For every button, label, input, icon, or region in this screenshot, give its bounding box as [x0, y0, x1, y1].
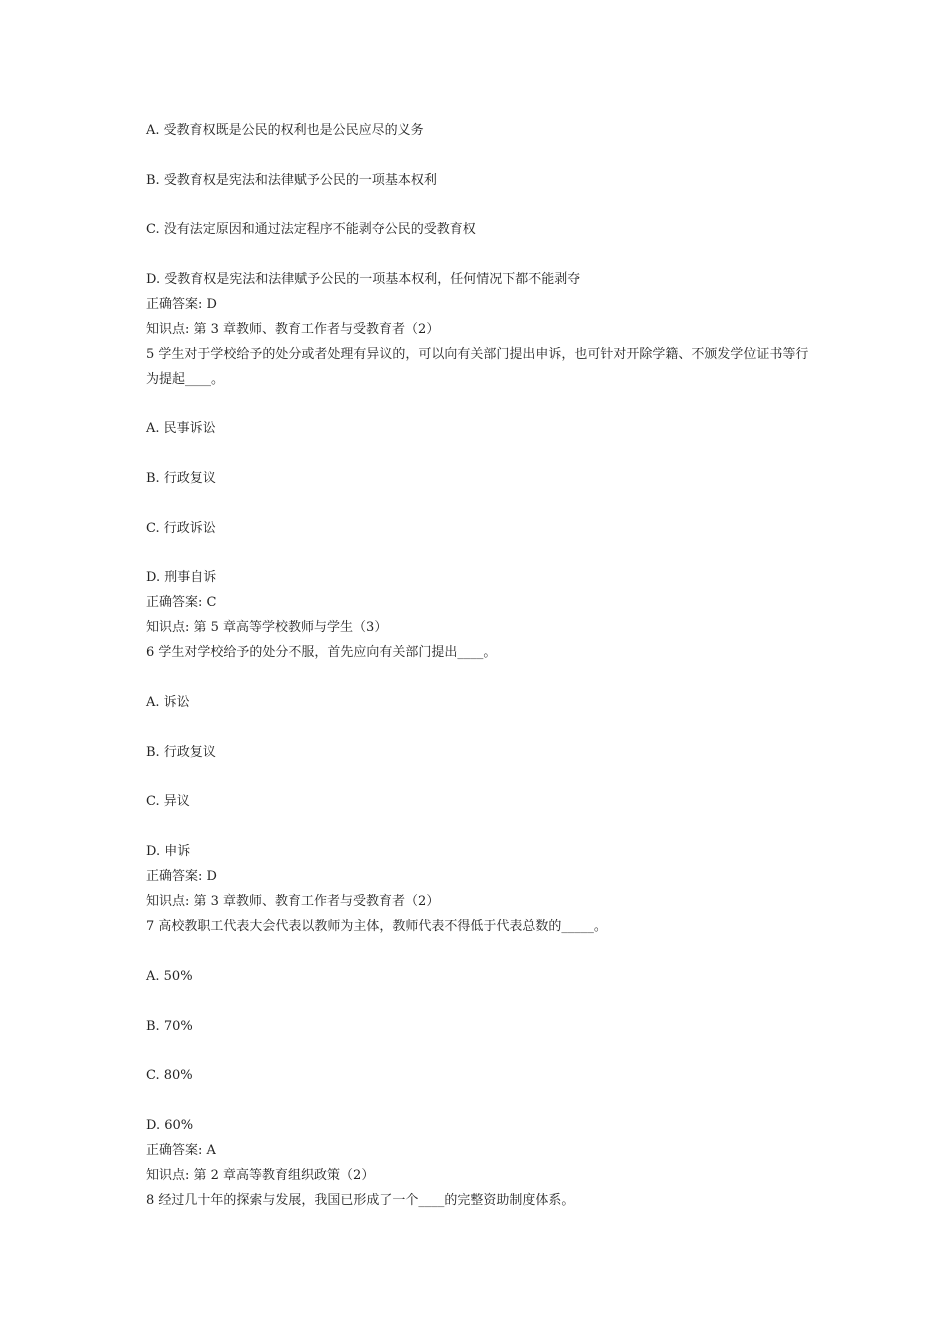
q5-option-d: D. 刑事自诉: [146, 570, 217, 585]
q4-option-b: B. 受教育权是宪法和法律赋予公民的一项基本权利: [146, 173, 437, 188]
q6-option-a: A. 诉讼: [146, 695, 190, 710]
q7-option-b: B. 70%: [146, 1019, 193, 1034]
q6-answer: 正确答案: D: [146, 869, 217, 884]
q6-question: 6 学生对学校给予的处分不服，首先应向有关部门提出____。: [146, 645, 497, 660]
q5-option-c: C. 行政诉讼: [146, 521, 216, 536]
q5-knowledge-point: 知识点: 第 5 章高等学校教师与学生（3）: [146, 620, 388, 635]
q5-question: 5 学生对于学校给予的处分或者处理有异议的，可以向有关部门提出申诉，也可针对开除学籍、不颁发学位证书等行为提起____。: [146, 347, 809, 387]
q5-option-b: B. 行政复议: [146, 471, 216, 486]
q6-option-b: B. 行政复议: [146, 745, 216, 760]
q8-question: 8 经过几十年的探索与发展，我国已形成了一个____的完整资助制度体系。: [146, 1193, 575, 1208]
q7-option-d: D. 60%: [146, 1118, 194, 1133]
q6-knowledge-point: 知识点: 第 3 章教师、教育工作者与受教育者（2）: [146, 894, 440, 909]
q7-answer: 正确答案: A: [146, 1143, 216, 1158]
q7-knowledge-point: 知识点: 第 2 章高等教育组织政策（2）: [146, 1168, 375, 1183]
q6-option-c: C. 异议: [146, 794, 190, 809]
q7-option-a: A. 50%: [146, 969, 193, 984]
q4-knowledge-point: 知识点: 第 3 章教师、教育工作者与受教育者（2）: [146, 322, 440, 337]
q5-answer: 正确答案: C: [146, 595, 217, 610]
q7-option-c: C. 80%: [146, 1068, 193, 1083]
q4-answer: 正确答案: D: [146, 297, 217, 312]
q5-option-a: A. 民事诉讼: [146, 421, 216, 436]
q7-question: 7 高校教职工代表大会代表以教师为主体，教师代表不得低于代表总数的_____。: [146, 919, 607, 934]
q4-option-c: C. 没有法定原因和通过法定程序不能剥夺公民的受教育权: [146, 222, 476, 237]
q6-option-d: D. 申诉: [146, 844, 191, 859]
q4-option-d: D. 受教育权是宪法和法律赋予公民的一项基本权利，任何情况下都不能剥夺: [146, 272, 581, 287]
q4-option-a: A. 受教育权既是公民的权利也是公民应尽的义务: [146, 123, 424, 138]
